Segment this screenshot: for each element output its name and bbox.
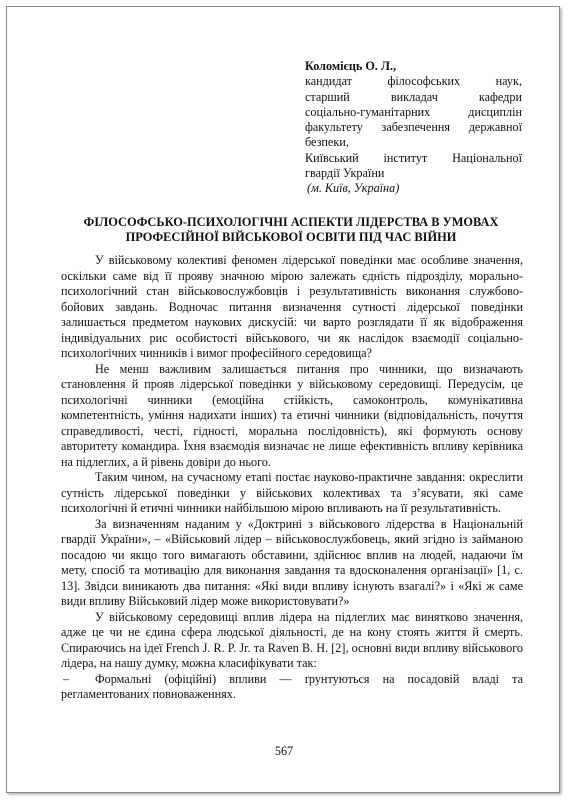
article-title: ФІЛОСОФСЬКО-ПСИХОЛОГІЧНІ АСПЕКТИ ЛІДЕРСТВА В УМОВАХ ПРОФЕСІЙНОЇ ВІЙСЬКОВОЇ ОСВІТИ ПІД ЧАС ВІЙНИ <box>83 215 499 245</box>
paragraph: У військовому середовищі вплив лідера на підлеглих має винятково значення, адже це чи не єдина сфера людської діяльності, де на кону стоять життя й смерть. Спираючись на ідеї French J. R. P. Jr. та Raven B. H. [2], основні види впливу військового лідера, на нашу думку, можна класифікувати так: <box>61 609 523 670</box>
page-number: 567 <box>274 744 294 758</box>
paragraph: У військовому колективі феномен лідерської поведінки має особливе значення, оскільки саме від її прояву значною мірою залежать єдність підрозділу, морально-психологічний стан військовослужбовців і результативність виконання службово-бойових завдань. Водночас питання визначення сутності лідерської поведінки залишається предметом наукових дискусій: чи варто розглядати її як відображення індивідуальних рис особистості військового, чи як наслідок взаємодії соціально-психологічних чинників і вимог професійного середовища? <box>61 253 523 360</box>
list-item <box>61 672 523 703</box>
paragraph: Не менш важливим залишається питання про чинники, що визначають становлення й прояв лідерської поведінки у військовому середовищі. Передусім, це психологічні чинники (емоційна стійкість, самоконтроль, комунікативна компетентність, уміння надихати інших) та етичні чинники (відповідальність, почуття справедливості, честі, гідності, моральна послідовність), які формують основу авторитету командира. Їхня взаємодія визначає не лише ефективність впливу керівника на підлеглих, а й рівень довіри до нього. <box>61 361 523 469</box>
article-body <box>61 253 523 703</box>
author-faculty-line-end: безпеки, <box>305 135 349 150</box>
author-position-line: старший викладач кафедри <box>305 89 522 104</box>
author-institute-line: Київський інститут Національної <box>305 150 522 165</box>
document-page <box>6 6 560 793</box>
author-block <box>305 59 522 197</box>
list-item-text: Формальні (офіційні) впливи — ґрунтуються на посадовій владі та регламентованих повноваженнях. <box>61 671 523 701</box>
author-location: (м. Київ, Україна) <box>307 181 400 196</box>
author-name: Коломієць О. Л., <box>305 59 397 73</box>
author-institute-line-end: гвардії України <box>305 166 385 181</box>
author-department-line: соціально-гуманітарних дисциплін <box>305 104 522 119</box>
paragraph: Таким чином, на сучасному етапі постає науково-практичне завдання: окреслити сутність лідерської поведінки у військових колективах та з’ясувати, які саме психологічні й етичні чинники найбільшою мірою впливають на її результативність. <box>61 470 523 515</box>
list-item-marker: – <box>63 671 70 686</box>
author-degree-line: кандидат філософських наук, <box>305 74 522 89</box>
paragraph: За визначенням наданим у «Доктрині з військового лідерства в Національній гвардії України», – «Військовий лідер – військовослужбовець, який згідно із займаною посадою чи якщо того вимагають обставини, здійснює вплив на людей, надаючи їм мету, спосіб та мотивацію для виконання завдання та вдосконалення організації» [1, с. 13]. Звідси виникають два питання: «Які види впливу існують взагалі?» і «Які ж саме види впливу Військовий лідер може використовувати?» <box>61 516 523 608</box>
author-faculty-line: факультету забезпечення державної <box>305 120 522 135</box>
